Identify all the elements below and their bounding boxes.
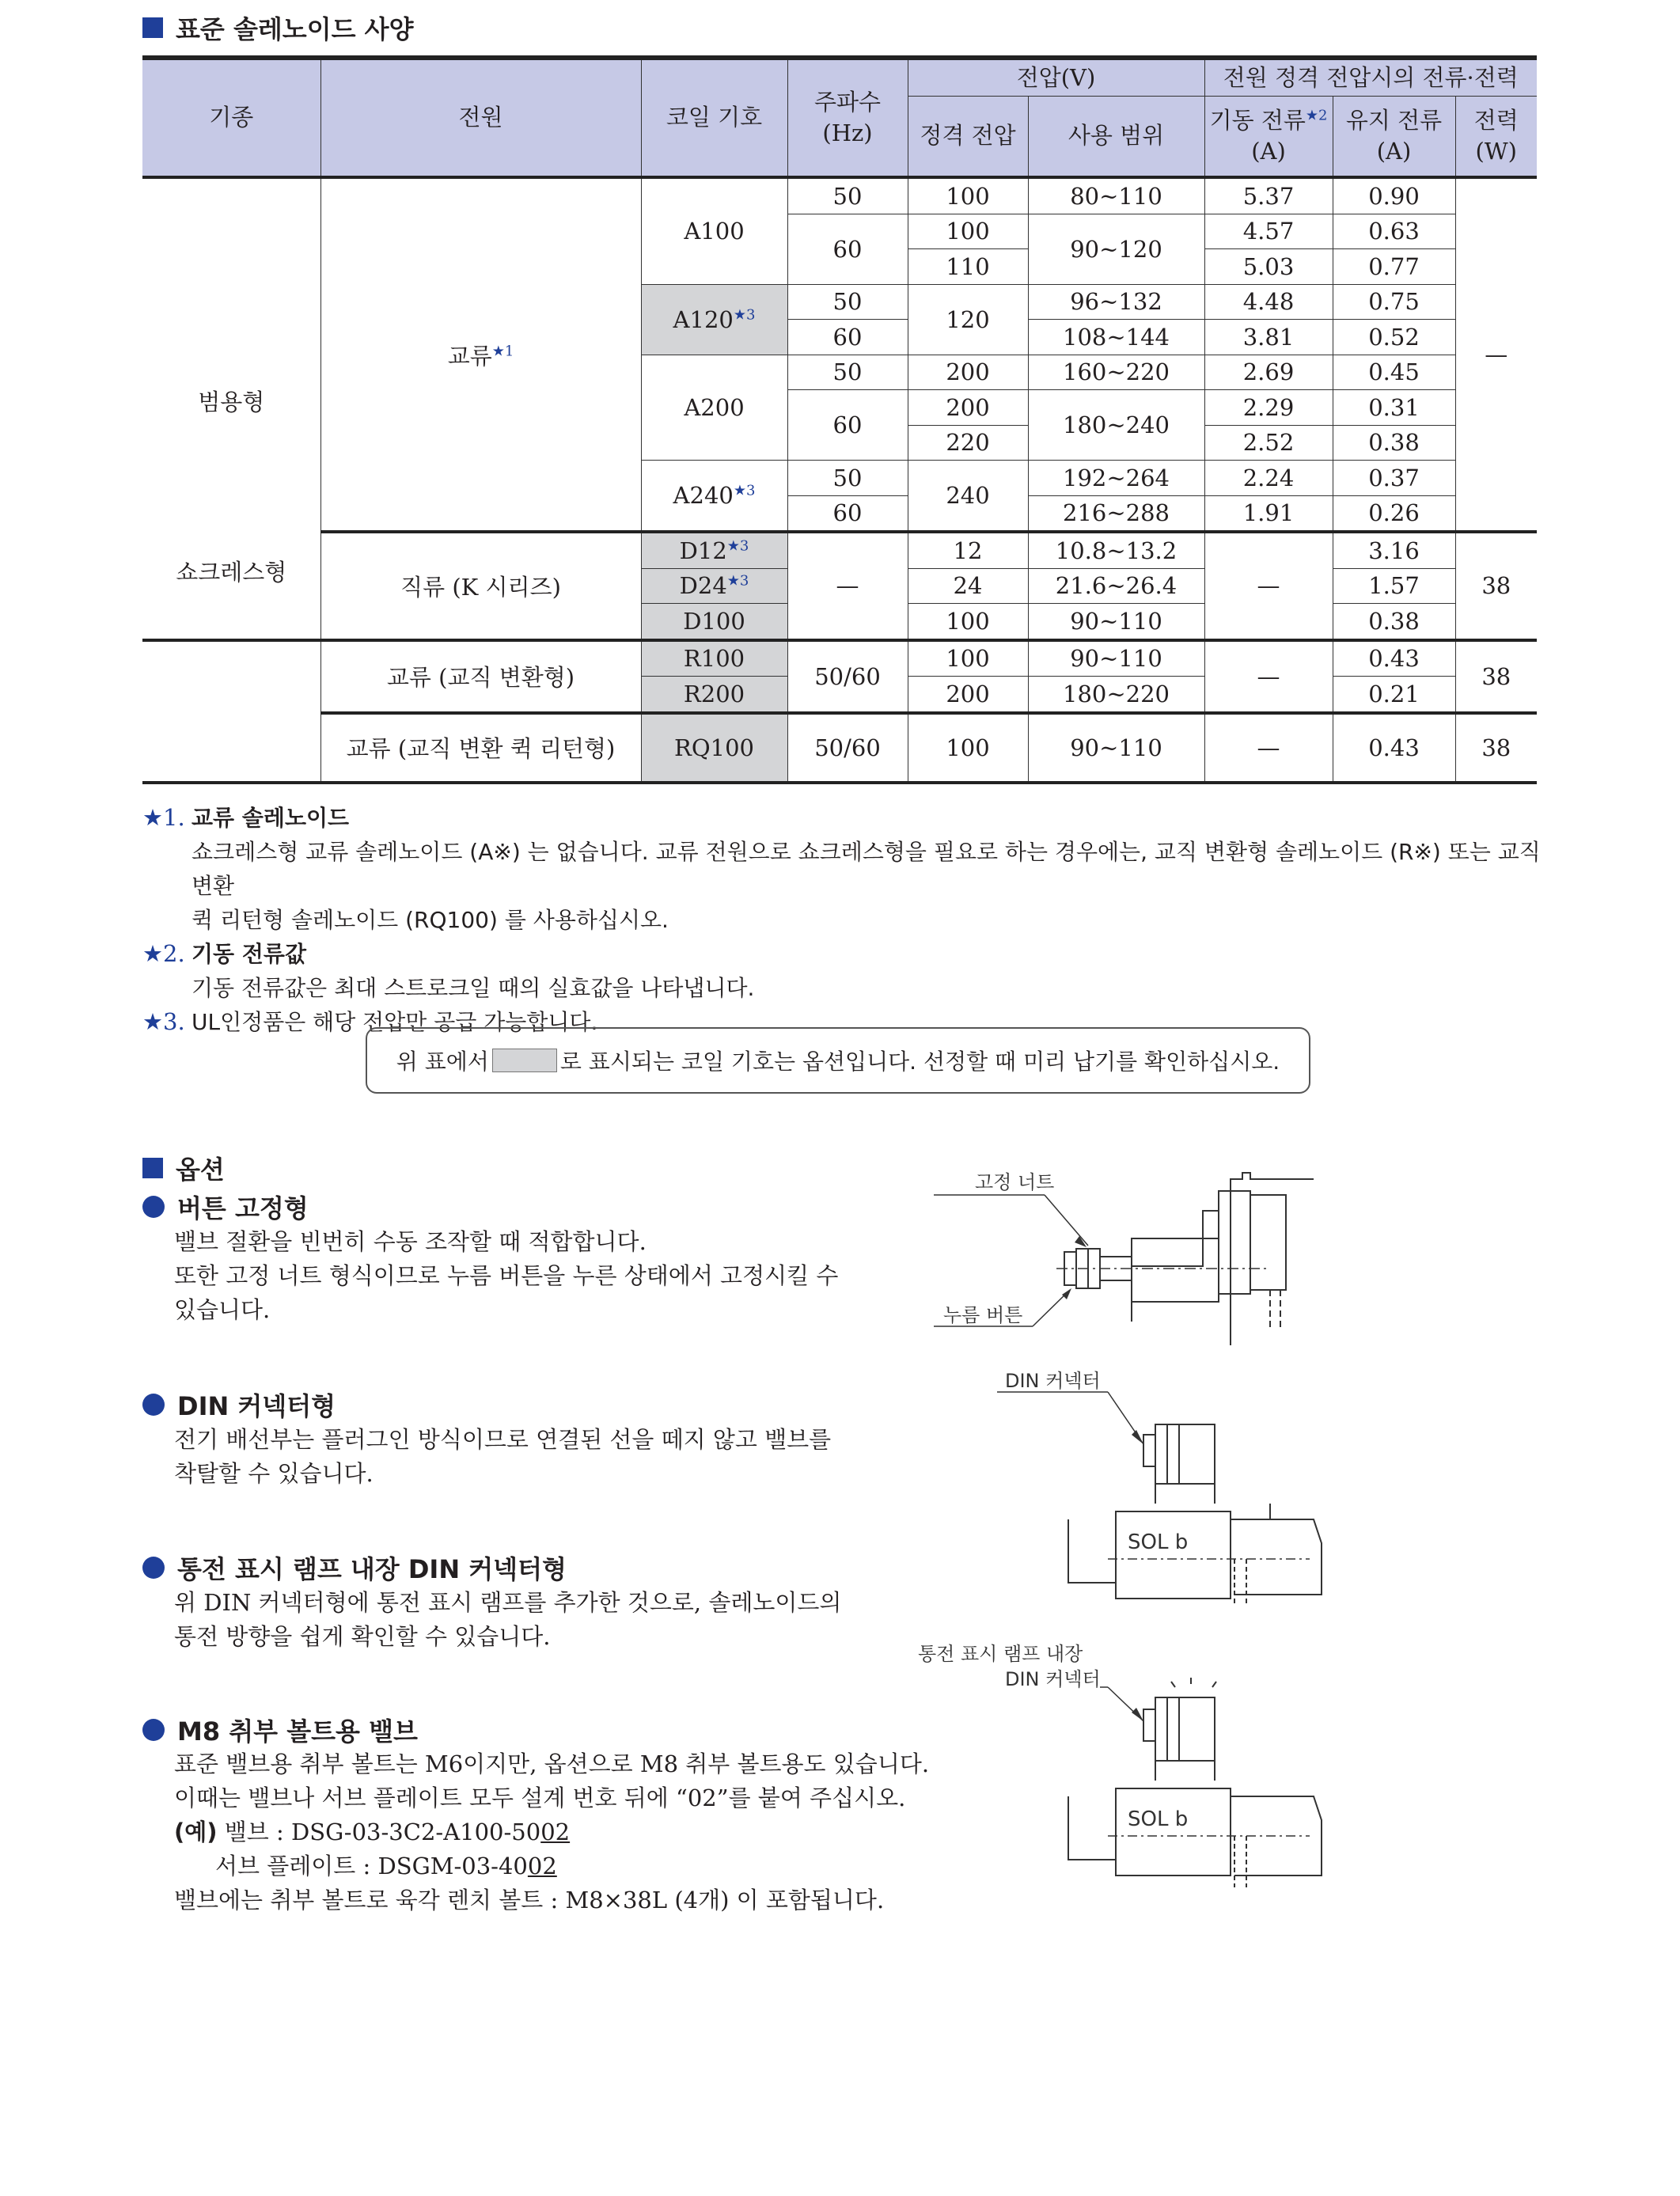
option-4-body	[174, 1747, 997, 1917]
note-2-title: 기동 전류값	[192, 941, 306, 967]
rated-voltage-cell: 200	[908, 677, 1028, 713]
voltage-range-cell: 192~264	[1028, 461, 1204, 496]
din-connector-label: DIN 커넥터	[1005, 1370, 1101, 1392]
rated-voltage-cell: 240	[908, 461, 1028, 533]
rated-voltage-cell: 12	[908, 532, 1028, 568]
rated-voltage-cell: 200	[908, 355, 1028, 390]
header-frequency	[787, 58, 908, 177]
lamp-ray-icon	[1212, 1682, 1216, 1687]
voltage-range-cell: 180~220	[1028, 677, 1204, 713]
header-holding-unit: (A)	[1376, 138, 1412, 165]
voltage-range-cell: 160~220	[1028, 355, 1204, 390]
option-3-title	[142, 1549, 567, 1586]
holding-cell: 0.21	[1333, 677, 1455, 713]
freq-cell: 50	[787, 355, 908, 390]
holding-cell: 0.63	[1333, 214, 1455, 249]
spec-section-title-text: 표준 솔레노이드 사양	[176, 14, 414, 44]
voltage-range-cell: 21.6~26.4	[1028, 568, 1204, 604]
note-3-number: ★3.	[142, 1008, 185, 1035]
arrowhead-icon	[1062, 1288, 1071, 1299]
info-text-after: 로 표시되는 코일 기호는 옵션입니다. 선정할 때 미리 납기를 확인하십시오.	[559, 1049, 1280, 1075]
star-3-icon: ★3	[726, 537, 749, 555]
freq-cell: 50	[787, 177, 908, 214]
holding-cell: 0.90	[1333, 177, 1455, 214]
lamp-din-connector-diagram	[918, 1638, 1329, 1899]
lock-nut-label: 고정 너트	[975, 1171, 1055, 1193]
freq-cell: 50/60	[787, 640, 908, 713]
power-ac-cell	[320, 177, 641, 532]
note-1	[142, 801, 1543, 835]
option-4-title-text: M8 취부 볼트용 밸브	[177, 1716, 418, 1747]
voltage-range-cell: 10.8~13.2	[1028, 532, 1204, 568]
sol-b-label: SOL b	[1128, 1807, 1189, 1831]
coil-a200: A200	[641, 355, 787, 461]
header-model: 기종	[142, 58, 320, 177]
square-bullet-icon	[142, 1158, 163, 1178]
star-3-icon: ★3	[733, 305, 756, 323]
option-4-line: 이때는 밸브나 서브 플레이트 모두 설계 번호 뒤에 “02”를 붙여 주십시오.	[174, 1784, 906, 1811]
inrush-cell: —	[1204, 713, 1333, 783]
coil-a240-label: A240	[673, 482, 734, 509]
example-valve-suffix: 02	[540, 1819, 571, 1845]
option-4-example-valve	[174, 1815, 997, 1849]
freq-cell: 60	[787, 495, 908, 532]
holding-cell: 0.37	[1333, 461, 1455, 496]
footnotes	[142, 801, 1543, 1039]
table-row	[142, 713, 1537, 783]
coil-rq100: RQ100	[641, 713, 787, 783]
header-watt-label: 전력	[1473, 106, 1519, 134]
holding-cell: 0.38	[1333, 425, 1455, 461]
inrush-cell: 4.57	[1204, 214, 1333, 249]
button-lock-diagram	[918, 1163, 1329, 1345]
note-2-line-1: 기동 전류값은 최대 스트로크일 때의 실효값을 나타냅니다.	[192, 975, 755, 1001]
coil-d24	[641, 568, 787, 604]
inrush-cell: 4.48	[1204, 284, 1333, 320]
header-rated-voltage: 정격 전압	[908, 97, 1028, 178]
coil-r200: R200	[641, 677, 787, 713]
voltage-range-cell: 216~288	[1028, 495, 1204, 532]
rated-voltage-cell: 100	[908, 640, 1028, 677]
grey-swatch-icon	[492, 1049, 557, 1072]
circle-bullet-icon	[142, 1196, 165, 1218]
inrush-cell: 1.91	[1204, 495, 1333, 532]
voltage-range-cell: 90~120	[1028, 214, 1204, 284]
power-dc-cell: 직류 (K 시리즈)	[320, 532, 641, 640]
lamp-ray-icon	[1171, 1682, 1175, 1687]
option-2-body	[174, 1423, 965, 1491]
voltage-range-cell: 96~132	[1028, 284, 1204, 320]
header-holding-label: 유지 전류	[1345, 106, 1443, 134]
voltage-range-cell: 90~110	[1028, 713, 1204, 783]
freq-cell: 50	[787, 461, 908, 496]
coil-a120-label: A120	[673, 305, 734, 333]
header-frequency-label: 주파수	[813, 88, 882, 116]
header-voltage: 전압(V)	[908, 58, 1204, 97]
option-1-line: 또한 고정 너트 형식이므로 누름 버튼을 누른 상태에서 고정시킬 수	[174, 1262, 839, 1289]
coil-r100: R100	[641, 640, 787, 677]
header-voltage-range: 사용 범위	[1028, 97, 1204, 178]
table-row	[142, 532, 1537, 568]
arrowhead-icon	[1132, 1430, 1143, 1444]
note-2	[142, 937, 1543, 971]
model-general: 범용형	[198, 389, 265, 416]
freq-cell: —	[787, 532, 908, 640]
option-1-line: 밸브 절환을 빈번히 수동 조작할 때 적합합니다.	[174, 1228, 647, 1255]
rated-voltage-cell: 100	[908, 177, 1028, 214]
star-3-icon: ★3	[726, 572, 749, 590]
option-1-line: 있습니다.	[174, 1296, 271, 1323]
square-bullet-icon	[142, 17, 163, 38]
example-valve-prefix: 밸브 : DSG-03-3C2-A100-50	[217, 1819, 541, 1845]
option-4-example-plate	[174, 1849, 997, 1883]
push-button-label: 누름 버튼	[943, 1304, 1023, 1326]
inrush-cell: 2.52	[1204, 425, 1333, 461]
watt-cell: 38	[1455, 713, 1537, 783]
inrush-cell: 2.69	[1204, 355, 1333, 390]
header-inrush-label: 기동 전류	[1209, 106, 1306, 134]
circle-bullet-icon	[142, 1719, 165, 1741]
freq-cell: 60	[787, 390, 908, 461]
inrush-cell: 2.24	[1204, 461, 1333, 496]
holding-cell: 0.43	[1333, 713, 1455, 783]
header-current-power: 전원 정격 전압시의 전류·전력	[1204, 58, 1537, 97]
option-1-title-text: 버튼 고정형	[177, 1193, 309, 1223]
model-empty-cell	[142, 640, 320, 783]
options-section-title	[142, 1150, 225, 1186]
model-shockless: 쇼크레스형	[176, 559, 287, 586]
coil-d12-label: D12	[679, 537, 727, 564]
coil-a120	[641, 284, 787, 355]
inrush-cell: 2.29	[1204, 390, 1333, 426]
holding-cell: 3.16	[1333, 532, 1455, 568]
rated-voltage-cell: 120	[908, 284, 1028, 355]
inrush-cell: 3.81	[1204, 320, 1333, 355]
header-frequency-unit: (Hz)	[822, 119, 873, 146]
freq-cell: 50	[787, 284, 908, 320]
circle-bullet-icon	[142, 1394, 165, 1416]
rated-voltage-cell: 200	[908, 390, 1028, 426]
coil-d100: D100	[641, 604, 787, 640]
circle-bullet-icon	[142, 1557, 165, 1579]
table-row	[142, 640, 1537, 677]
header-inrush-unit: (A)	[1251, 138, 1286, 165]
coil-a240	[641, 461, 787, 533]
note-2-number: ★2.	[142, 940, 185, 967]
header-holding-current	[1333, 97, 1455, 178]
power-rect-cell: 교류 (교직 변환형)	[320, 640, 641, 713]
spec-section-title	[142, 9, 414, 46]
inrush-cell: —	[1204, 532, 1333, 640]
holding-cell: 0.38	[1333, 604, 1455, 640]
rated-voltage-cell: 100	[908, 604, 1028, 640]
coil-d24-label: D24	[679, 572, 727, 600]
inrush-cell: —	[1204, 640, 1333, 713]
note-3-text: UL인정품은 해당 전압만 공급 가능합니다.	[192, 1009, 598, 1035]
inrush-cell: 5.03	[1204, 249, 1333, 285]
option-4-line: 표준 밸브용 취부 볼트는 M6이지만, 옵션으로 M8 취부 볼트용도 있습니다.	[174, 1750, 930, 1777]
header-power-watt	[1455, 97, 1537, 178]
holding-cell: 0.31	[1333, 390, 1455, 426]
option-coil-info-box	[366, 1027, 1310, 1094]
holding-cell: 0.75	[1333, 284, 1455, 320]
arrowhead-icon	[1132, 1708, 1143, 1721]
voltage-range-cell: 90~110	[1028, 640, 1204, 677]
example-plate-prefix: 서브 플레이트 : DSGM-03-40	[215, 1853, 528, 1879]
example-plate-suffix: 02	[527, 1853, 557, 1879]
solenoid-spec-table	[142, 55, 1537, 784]
note-1-line-2: 퀵 리턴형 솔레노이드 (RQ100) 를 사용하십시오.	[192, 907, 669, 933]
freq-cell: 50/60	[787, 713, 908, 783]
coil-d12	[641, 532, 787, 568]
rated-voltage-cell: 24	[908, 568, 1028, 604]
holding-cell: 0.77	[1333, 249, 1455, 285]
holding-cell: 0.26	[1333, 495, 1455, 532]
options-section-title-text: 옵션	[176, 1155, 225, 1185]
holding-cell: 0.52	[1333, 320, 1455, 355]
option-4-title	[142, 1712, 418, 1748]
din-connector-diagram	[997, 1365, 1329, 1610]
header-inrush-current	[1204, 97, 1333, 178]
inrush-cell: 5.37	[1204, 177, 1333, 214]
info-text-before: 위 표에서	[396, 1049, 489, 1075]
lamp-label-line-1: 통전 표시 램프 내장	[918, 1643, 1083, 1665]
star-1-icon: ★1	[491, 342, 514, 359]
option-3-line: 통전 방향을 쉽게 확인할 수 있습니다.	[174, 1623, 551, 1650]
option-4-last-line: 밸브에는 취부 볼트로 육각 렌치 볼트 : M8×38L (4개) 이 포함됩니다.	[174, 1887, 885, 1913]
rated-voltage-cell: 220	[908, 425, 1028, 461]
voltage-range-cell: 108~144	[1028, 320, 1204, 355]
option-2-title	[142, 1386, 336, 1423]
power-ac-label: 교류	[447, 342, 492, 370]
model-cell	[142, 177, 320, 640]
option-3-body	[174, 1586, 965, 1654]
note-1-line-1: 쇼크레스형 교류 솔레노이드 (A※) 는 없습니다. 교류 전원으로 쇼크레스형을 필요로 하는 경우에는, 교직 변환형 솔레노이드 (R※) 또는 교직 변환	[192, 839, 1541, 899]
power-rect-quick-cell: 교류 (교직 변환 퀵 리턴형)	[320, 713, 641, 783]
option-1-body	[174, 1225, 965, 1327]
lamp-label-line-2: DIN 커넥터	[1005, 1668, 1101, 1690]
holding-cell: 0.45	[1333, 355, 1455, 390]
coil-a100: A100	[641, 177, 787, 284]
voltage-range-cell: 90~110	[1028, 604, 1204, 640]
sol-b-label: SOL b	[1128, 1530, 1189, 1554]
voltage-range-cell: 80~110	[1028, 177, 1204, 214]
option-2-title-text: DIN 커넥터형	[177, 1391, 336, 1421]
note-1-title: 교류 솔레노이드	[192, 805, 350, 831]
header-power: 전원	[320, 58, 641, 177]
star-3-icon: ★3	[733, 482, 756, 499]
option-2-line: 전기 배선부는 플러그인 방식이므로 연결된 선을 떼지 않고 밸브를	[174, 1426, 832, 1453]
note-1-number: ★1.	[142, 804, 185, 831]
holding-cell: 0.43	[1333, 640, 1455, 677]
rated-voltage-cell: 110	[908, 249, 1028, 285]
table-row	[142, 177, 1537, 214]
freq-cell: 60	[787, 214, 908, 284]
option-3-title-text: 통전 표시 램프 내장 DIN 커넥터형	[177, 1554, 567, 1584]
star-2-icon: ★2	[1305, 107, 1328, 124]
option-1-title	[142, 1189, 309, 1225]
option-3-line: 위 DIN 커넥터형에 통전 표시 램프를 추가한 것으로, 솔레노이드의	[174, 1589, 842, 1616]
option-2-line: 착탈할 수 있습니다.	[174, 1460, 374, 1487]
header-coil: 코일 기호	[641, 58, 787, 177]
freq-cell: 60	[787, 320, 908, 355]
rated-voltage-cell: 100	[908, 214, 1028, 249]
watt-cell: 38	[1455, 640, 1537, 713]
holding-cell: 1.57	[1333, 568, 1455, 604]
header-watt-unit: (W)	[1475, 138, 1517, 165]
rated-voltage-cell: 100	[908, 713, 1028, 783]
voltage-range-cell: 180~240	[1028, 390, 1204, 461]
watt-cell: —	[1455, 177, 1537, 532]
example-label: (예)	[174, 1819, 218, 1845]
watt-cell: 38	[1455, 532, 1537, 640]
